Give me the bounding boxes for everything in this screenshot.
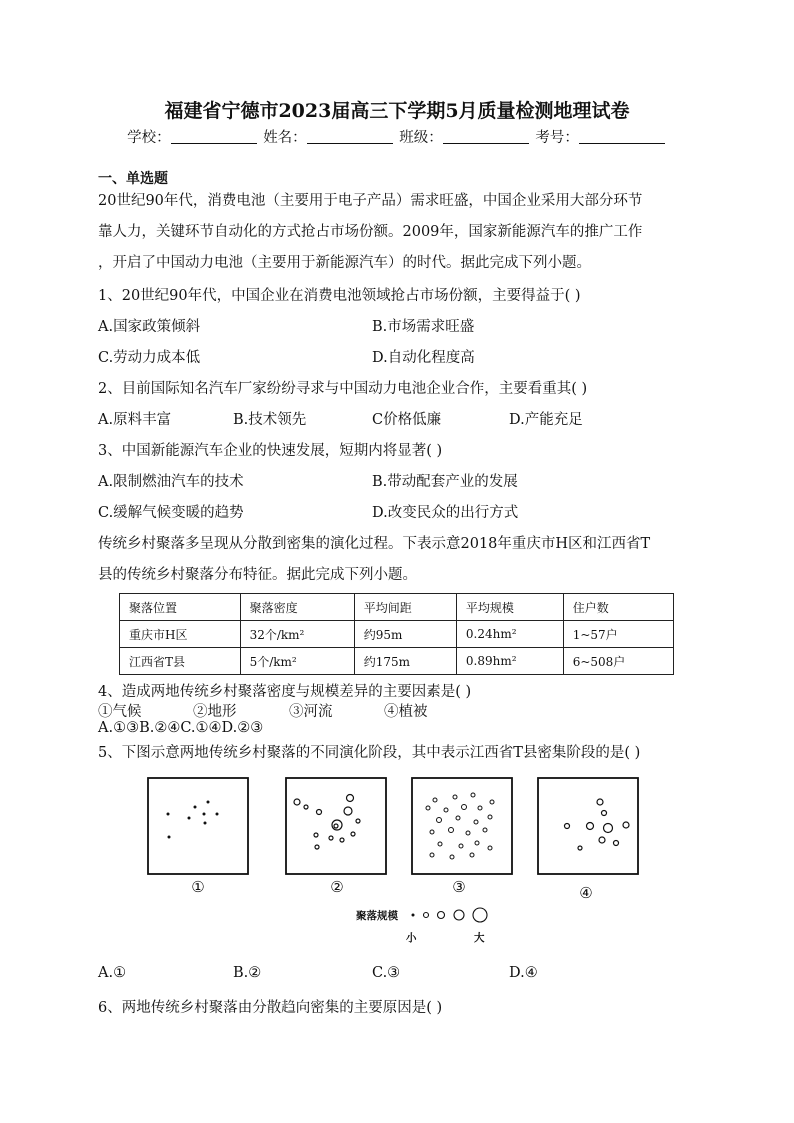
table-header-cell: 平均规模: [456, 594, 563, 621]
q3-option-d[interactable]: D.改变民众的出行方式: [372, 505, 519, 521]
q5-option-c[interactable]: C.③: [372, 965, 401, 981]
q2-option-b[interactable]: B.技术领先: [233, 412, 307, 428]
name-blank[interactable]: [307, 129, 393, 144]
panel-label: ④: [579, 884, 593, 902]
settlement-stages-figure: [140, 770, 660, 950]
legend-label: 聚落规模: [356, 910, 398, 922]
panel-labels: [191, 878, 592, 902]
legend-large: 大: [474, 932, 485, 944]
passage2-line: 县的传统乡村聚落分布特征。据此完成下列小题。: [98, 567, 417, 583]
q1-option-a[interactable]: A.国家政策倾斜: [98, 319, 201, 335]
table-cell: 0.24hm²: [456, 621, 563, 648]
q3-option-c[interactable]: C.缓解气候变暖的趋势: [98, 505, 244, 521]
legend: [356, 908, 487, 944]
table-row: [120, 621, 674, 648]
q1-option-c[interactable]: C.劳动力成本低: [98, 350, 201, 366]
table-cell: 5个/km²: [240, 648, 354, 675]
panel-label: ②: [330, 878, 344, 896]
q3-option-a[interactable]: A.限制燃油汽车的技术: [98, 474, 244, 490]
q4-item: ①气候: [98, 704, 142, 720]
q4-item: ②地形: [193, 704, 237, 720]
q4-item: ④植被: [384, 704, 428, 720]
panel-4: [538, 778, 638, 874]
legend-small: 小: [406, 932, 417, 944]
passage1-line: ，开启了中国动力电池（主要用于新能源汽车）的时代。据此完成下列小题。: [98, 255, 591, 271]
section-heading: 一、单选题: [98, 171, 168, 187]
table-row: [120, 648, 674, 675]
class-label: 班级：: [399, 130, 443, 146]
q5-option-a[interactable]: A.①: [98, 965, 127, 981]
table-header-cell: 聚落位置: [120, 594, 241, 621]
passage1-line: 靠人力，关键环节自动化的方式抢占市场份额。2009年，国家新能源汽车的推广工作: [98, 224, 643, 240]
q5-option-d[interactable]: D.④: [509, 965, 538, 981]
table-cell: 重庆市H区: [120, 621, 241, 648]
passage2-line: 传统乡村聚落多呈现从分散到密集的演化过程。下表示意2018年重庆市H区和江西省T: [98, 536, 651, 552]
number-blank[interactable]: [579, 129, 665, 144]
q3-option-b[interactable]: B.带动配套产业的发展: [372, 474, 518, 490]
q4-options[interactable]: A.①③B.②④C.①④D.②③: [98, 720, 264, 736]
table-cell: 约95m: [354, 621, 456, 648]
table-cell: 约175m: [354, 648, 456, 675]
q5-option-b[interactable]: B.②: [233, 965, 262, 981]
table-header-cell: 住户数: [563, 594, 673, 621]
question-6-stem: 6、两地传统乡村聚落由分散趋向密集的主要原因是( ): [98, 1000, 443, 1016]
question-5-stem: 5、下图示意两地传统乡村聚落的不同演化阶段，其中表示江西省T县密集阶段的是( ): [98, 745, 641, 761]
q1-option-b[interactable]: B.市场需求旺盛: [372, 319, 475, 335]
table-cell: 1~57户: [563, 621, 673, 648]
panel-label: ③: [452, 878, 466, 896]
table-cell: 江西省T县: [120, 648, 241, 675]
table-cell: 0.89hm²: [456, 648, 563, 675]
school-blank[interactable]: [171, 129, 257, 144]
table-cell: 6~508户: [563, 648, 673, 675]
panel-2: [286, 778, 386, 874]
panel-1: [148, 778, 248, 874]
panel-3: [412, 778, 512, 874]
student-info-line: [0, 126, 794, 147]
question-1-stem: 1、20世纪90年代，中国企业在消费电池领域抢占市场份额，主要得益于( ): [98, 288, 581, 304]
q2-option-a[interactable]: A.原料丰富: [98, 412, 172, 428]
page-title: 福建省宁德市2023届高三下学期5月质量检测地理试卷: [164, 100, 630, 122]
question-3-stem: 3、中国新能源汽车企业的快速发展，短期内将显著( ): [98, 443, 443, 459]
passage1-line: 20世纪90年代，消费电池（主要用于电子产品）需求旺盛，中国企业采用大部分环节: [98, 193, 643, 209]
number-label: 考号：: [535, 130, 579, 146]
table-header-cell: 聚落密度: [240, 594, 354, 621]
table-cell: 32个/km²: [240, 621, 354, 648]
school-label: 学校：: [127, 130, 171, 146]
q1-option-d[interactable]: D.自动化程度高: [372, 350, 475, 366]
name-label: 姓名：: [263, 130, 307, 146]
question-4-stem: 4、造成两地传统乡村聚落密度与规模差异的主要因素是( ): [98, 684, 472, 700]
panel-label: ①: [191, 878, 205, 896]
q4-item: ③河流: [289, 704, 333, 720]
q2-option-c[interactable]: C价格低廉: [372, 412, 442, 428]
table-header-cell: 平均间距: [354, 594, 456, 621]
table-header-row: [120, 594, 674, 621]
q2-option-d[interactable]: D.产能充足: [509, 412, 583, 428]
question-2-stem: 2、目前国际知名汽车厂家纷纷寻求与中国动力电池企业合作，主要看重其( ): [98, 381, 588, 397]
settlement-table: [119, 593, 674, 675]
class-blank[interactable]: [443, 129, 529, 144]
